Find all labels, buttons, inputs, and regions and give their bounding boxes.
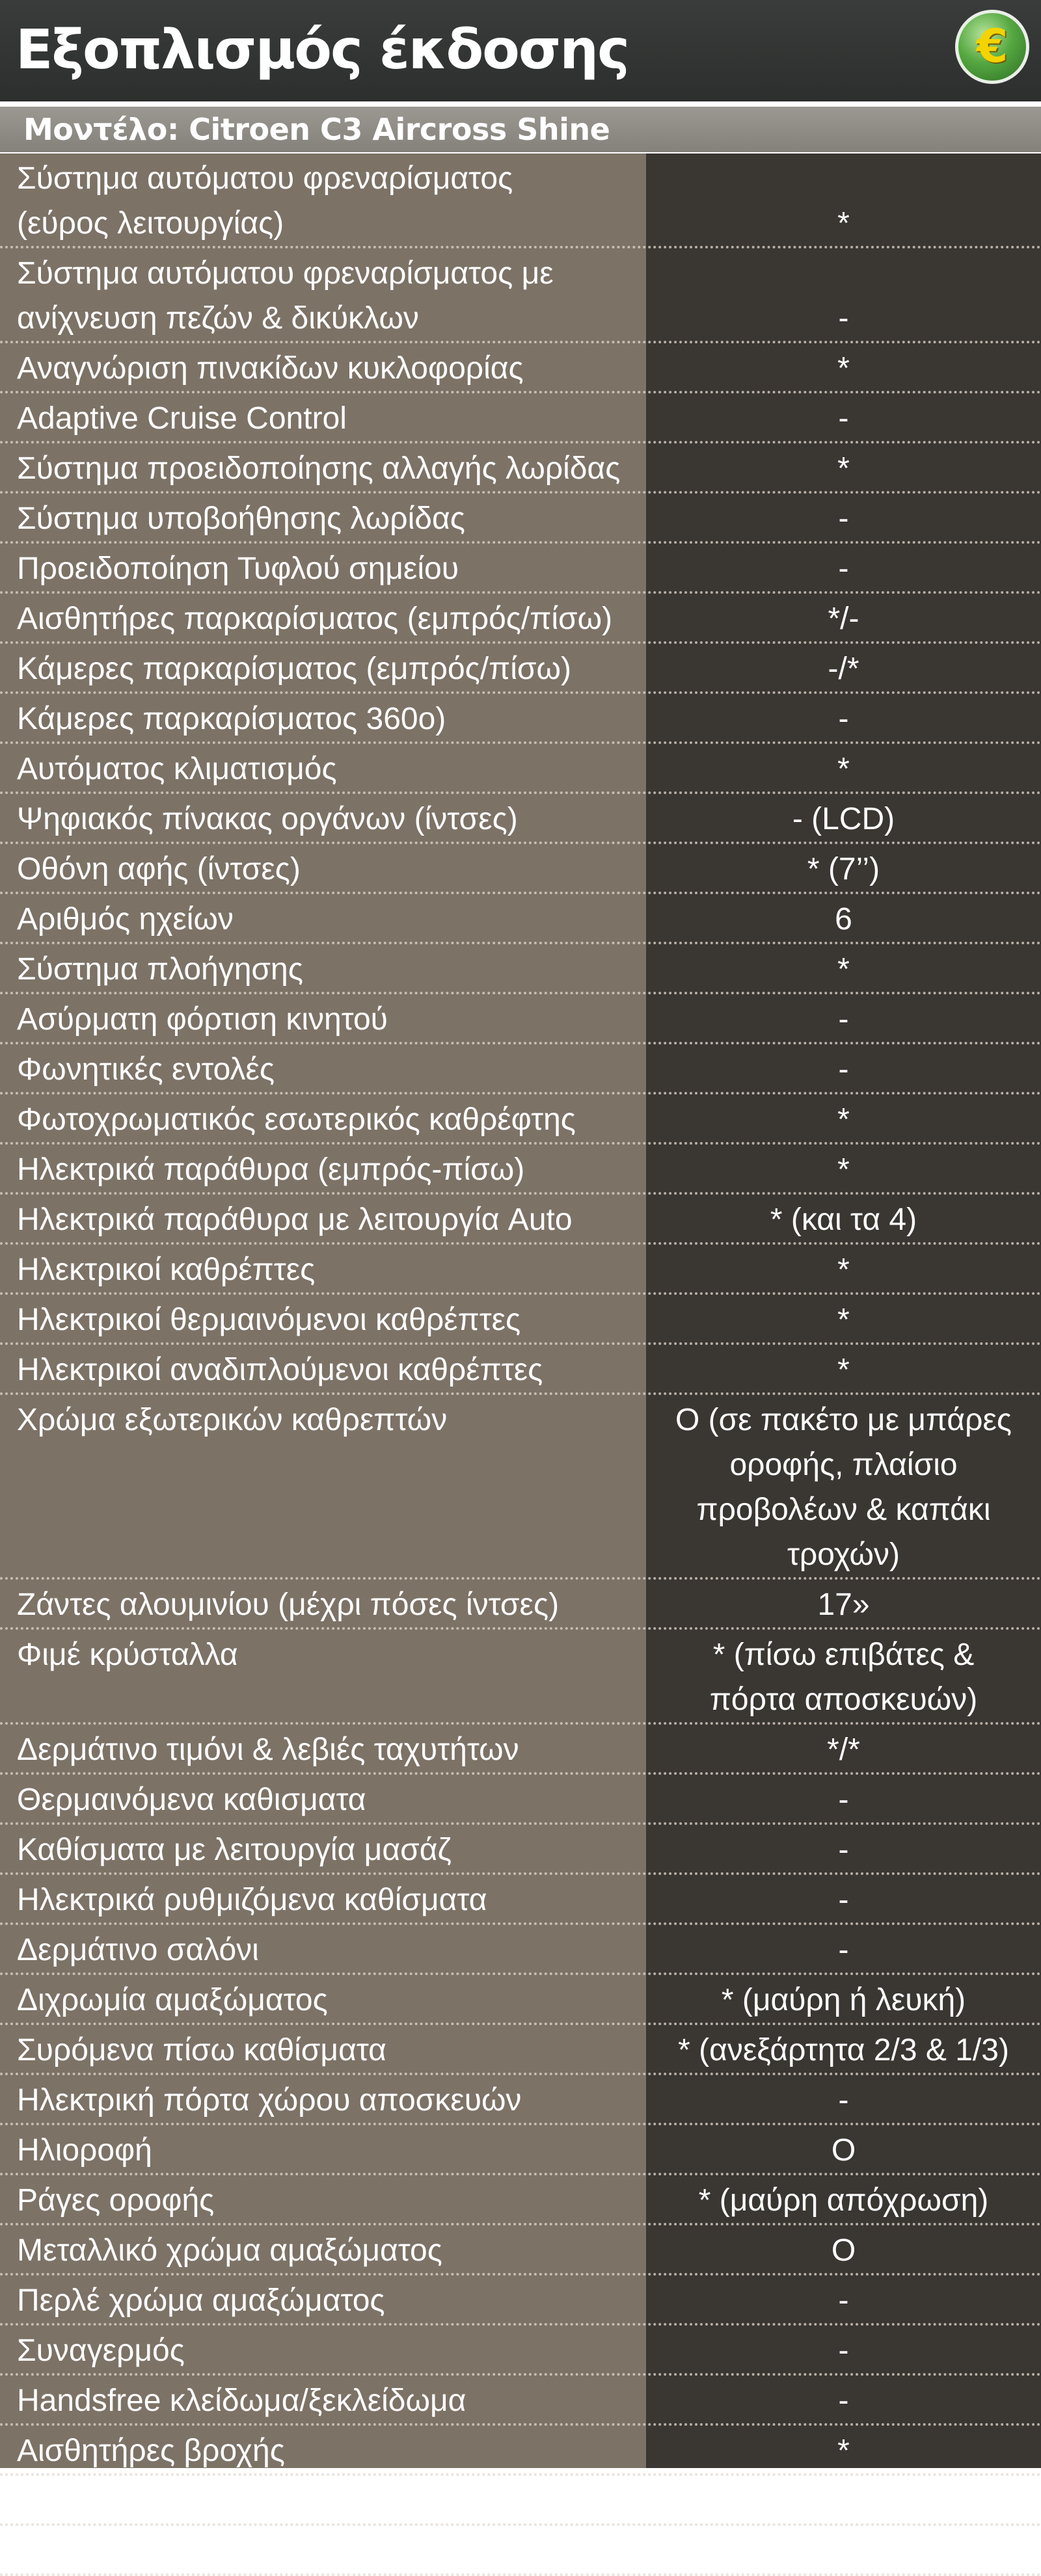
- feature-value: -: [838, 551, 849, 586]
- feature-label: Ηλεκτρικά παράθυρα με λειτουργία Auto: [17, 1202, 573, 1237]
- table-row: [0, 2426, 1041, 2476]
- table-row: [0, 1975, 1041, 2025]
- feature-value: -: [838, 1783, 849, 1817]
- feature-label: LED φώτα: [17, 2534, 161, 2568]
- table-row: [0, 343, 1041, 393]
- feature-label: Σύστημα υποβοήθησης λωρίδας: [17, 501, 465, 536]
- feature-label: Αριθμός ηχείων: [17, 902, 234, 936]
- feature-value: -: [838, 1883, 849, 1917]
- table-row: [0, 794, 1041, 844]
- feature-label: Ασύρματη φόρτιση κινητού: [17, 1002, 388, 1037]
- feature-label: Οθόνη αφής (ίντσες): [17, 852, 301, 886]
- feature-label: Προειδοποίηση Τυφλού σημείου: [17, 551, 459, 586]
- table-row: [0, 1875, 1041, 1925]
- table-row: [0, 2326, 1041, 2376]
- table-row: [0, 1345, 1041, 1395]
- feature-label: Ηλεκτρική πόρτα χώρου αποσκευών: [17, 2083, 522, 2118]
- feature-value: O (σε πακέτο με μπάρες οροφής, πλαίσιο προβολέων & καπάκι τροχών): [675, 1403, 1012, 1572]
- feature-value: *: [837, 1253, 850, 1287]
- feature-value: -: [838, 2283, 849, 2318]
- equipment-table: [0, 153, 1041, 2568]
- feature-value: *: [837, 952, 850, 987]
- table-row: [0, 1725, 1041, 1775]
- feature-label: Handsfree κλείδωμα/ξεκλείδωμα: [17, 2383, 466, 2418]
- table-row: [0, 944, 1041, 994]
- euro-coin-icon: €: [955, 10, 1029, 84]
- feature-label: Adaptive Cruise Control: [17, 401, 347, 436]
- feature-value: *: [837, 206, 850, 241]
- feature-value: * (ημέρας): [772, 2534, 915, 2568]
- feature-label: Αυτόματος κλιματισμός: [17, 752, 337, 786]
- table-row: [0, 1630, 1041, 1725]
- feature-value: -: [838, 401, 849, 436]
- feature-value: *: [837, 451, 850, 486]
- table-row: [0, 444, 1041, 494]
- feature-label: Ηλεκτρικά παράθυρα (εμπρός-πίσω): [17, 1152, 525, 1187]
- feature-value: *: [837, 351, 850, 386]
- feature-label: Φιμέ κρύσταλλα: [17, 1638, 238, 1672]
- feature-label: Διχρωμία αμαξώματος: [17, 1983, 328, 2017]
- table-row: [0, 1295, 1041, 1345]
- table-row: [0, 1095, 1041, 1145]
- feature-label: Ηλεκτρικοί θερμαινόμενοι καθρέπτες: [17, 1303, 521, 1337]
- feature-value: 17»: [817, 1587, 870, 1622]
- table-row: [0, 248, 1041, 343]
- feature-label: Ηλιοροφή: [17, 2133, 152, 2168]
- page-title: Εξοπλισμός έκδοσης: [16, 18, 629, 81]
- feature-value: -: [838, 501, 849, 536]
- feature-label: Κάμερες παρκαρίσματος 360ο): [17, 702, 446, 736]
- feature-label: Συρόμενα πίσω καθίσματα: [17, 2033, 386, 2067]
- feature-value: -: [838, 2383, 849, 2418]
- feature-label: Σύστημα προειδοποίησης αλλαγής λωρίδας: [17, 451, 621, 486]
- table-row: [0, 1580, 1041, 1630]
- table-row: [0, 494, 1041, 544]
- table-row: [0, 1044, 1041, 1095]
- feature-value: -/*: [828, 652, 859, 686]
- feature-value: -: [838, 1933, 849, 1967]
- feature-label: Συναγερμός: [17, 2333, 185, 2368]
- table-row: [0, 2175, 1041, 2225]
- table-row: [0, 644, 1041, 694]
- table-row: [0, 1925, 1041, 1975]
- feature-value: */*: [827, 1733, 860, 1767]
- feature-label: Σύστημα αυτόματου φρεναρίσματος με ανίχνευση πεζών & δικύκλων: [17, 256, 554, 336]
- feature-value: *: [837, 1303, 850, 1337]
- feature-label: Αισθητήρες φώτων: [17, 2484, 280, 2518]
- feature-label: Φωτοχρωματικός εσωτερικός καθρέφτης: [17, 1102, 576, 1137]
- table-row: [0, 1245, 1041, 1295]
- feature-value: * (7’’): [807, 852, 880, 886]
- feature-label: Χρώμα εξωτερικών καθρεπτών: [17, 1403, 448, 1437]
- feature-label: Δερμάτινο τιμόνι & λεβιές ταχυτήτων: [17, 1733, 519, 1767]
- table-row: [0, 2075, 1041, 2125]
- feature-label: Ηλεκτρικοί αναδιπλούμενοι καθρέπτες: [17, 1353, 543, 1387]
- table-row: [0, 393, 1041, 444]
- feature-value: -: [838, 301, 849, 336]
- table-row: [0, 694, 1041, 744]
- feature-label: Θερμαινόμενα καθισματα: [17, 1783, 366, 1817]
- feature-value: * (και τα 4): [770, 1202, 917, 1237]
- feature-label: Σύστημα αυτόματου φρεναρίσματος (εύρος λειτουργίας): [17, 161, 513, 241]
- header-bar: [0, 0, 1041, 101]
- table-row: [0, 744, 1041, 794]
- feature-value: *: [837, 2434, 850, 2468]
- feature-value: -: [838, 1052, 849, 1087]
- table-row: [0, 2476, 1041, 2526]
- feature-value: -: [838, 1002, 849, 1037]
- feature-value: * (ανεξάρτητα 2/3 & 1/3): [678, 2033, 1009, 2067]
- feature-label: Μεταλλικό χρώμα αμαξώματος: [17, 2233, 442, 2268]
- feature-value: * (πίσω επιβάτες & πόρτα αποσκευών): [709, 1638, 978, 1717]
- table-row: [0, 2376, 1041, 2426]
- table-row: [0, 153, 1041, 248]
- feature-value: *: [837, 1102, 850, 1137]
- feature-value: 6: [835, 902, 852, 936]
- table-row: [0, 2526, 1041, 2576]
- feature-value: *: [837, 752, 850, 786]
- table-row: [0, 1195, 1041, 1245]
- table-rows: [0, 153, 1041, 2576]
- feature-label: Περλέ χρώμα αμαξώματος: [17, 2283, 385, 2318]
- feature-value: *: [837, 1353, 850, 1387]
- feature-value: O: [831, 2233, 856, 2268]
- table-row: [0, 1775, 1041, 1825]
- table-row: [0, 1145, 1041, 1195]
- feature-value: -: [838, 1833, 849, 1867]
- feature-value: - (LCD): [792, 802, 895, 836]
- table-row: [0, 2025, 1041, 2075]
- feature-label: Ζάντες αλουμινίου (μέχρι πόσες ίντσες): [17, 1587, 560, 1622]
- feature-value: * (μαύρη ή λευκή): [721, 1983, 966, 2017]
- model-bar: [0, 107, 1041, 152]
- feature-label: Καθίσματα με λειτουργία μασάζ: [17, 1833, 452, 1867]
- feature-label: Ηλεκτρικά ρυθμιζόμενα καθίσματα: [17, 1883, 487, 1917]
- feature-label: Αισθητήρες βροχής: [17, 2434, 285, 2468]
- feature-label: Δερμάτινο σαλόνι: [17, 1933, 259, 1967]
- feature-label: Ράγες οροφής: [17, 2183, 215, 2218]
- table-row: [0, 844, 1041, 894]
- feature-value: O: [831, 2133, 856, 2168]
- feature-value: * (μαύρη απόχρωση): [698, 2183, 989, 2218]
- table-row: [0, 2276, 1041, 2326]
- feature-label: Αναγνώριση πινακίδων κυκλοφορίας: [17, 351, 524, 386]
- feature-label: Σύστημα πλοήγησης: [17, 952, 303, 987]
- feature-value: *: [837, 2484, 850, 2518]
- table-row: [0, 1395, 1041, 1580]
- table-row: [0, 1825, 1041, 1875]
- table-row: [0, 894, 1041, 944]
- feature-label: Φωνητικές εντολές: [17, 1052, 275, 1087]
- feature-value: -: [838, 2083, 849, 2118]
- feature-value: -: [838, 702, 849, 736]
- feature-value: -: [838, 2333, 849, 2368]
- feature-label: Κάμερες παρκαρίσματος (εμπρός/πίσω): [17, 652, 571, 686]
- table-row: [0, 594, 1041, 644]
- table-row: [0, 994, 1041, 1044]
- feature-value: */-: [828, 602, 859, 636]
- feature-label: Ψηφιακός πίνακας οργάνων (ίντσες): [17, 802, 518, 836]
- table-row: [0, 544, 1041, 594]
- feature-label: Αισθητήρες παρκαρίσματος (εμπρός/πίσω): [17, 602, 613, 636]
- feature-value: *: [837, 1152, 850, 1187]
- table-row: [0, 2125, 1041, 2175]
- feature-label: Ηλεκτρικοί καθρέπτες: [17, 1253, 316, 1287]
- table-row: [0, 2225, 1041, 2276]
- model-name: Μοντέλο: Citroen C3 Aircross Shine: [23, 112, 610, 147]
